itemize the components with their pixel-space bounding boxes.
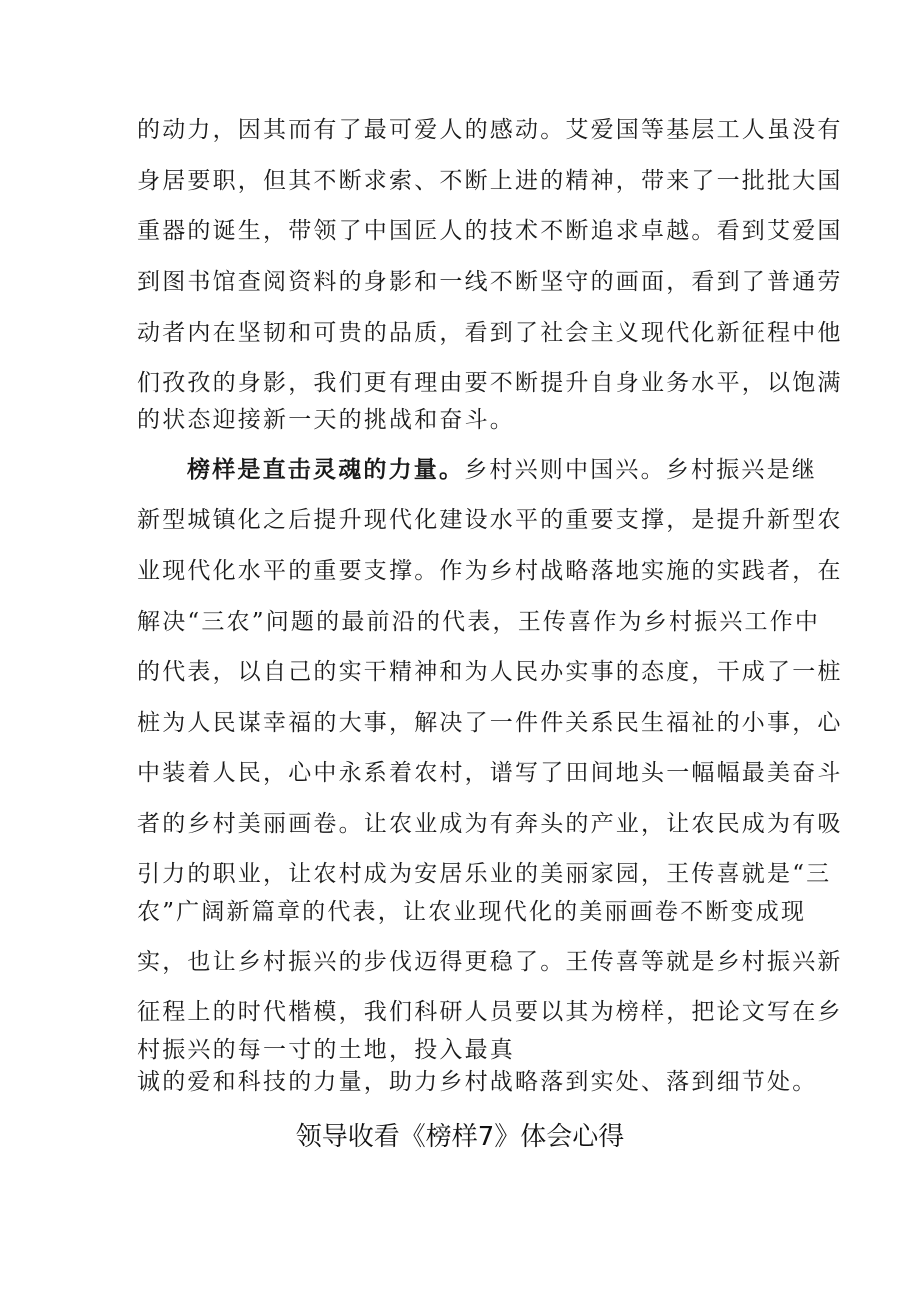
paragraph-line: 们孜孜的身影，我们更有理由要不断提升自身业务水平，以饱满 <box>137 370 843 396</box>
paragraph-line: 的状态迎接新一天的挑战和奋斗。 <box>137 407 515 433</box>
paragraph-line: 新型城镇化之后提升现代化建设水平的重要支撑，是提升新型农 <box>137 507 843 533</box>
paragraph-line: 村振兴的每一寸的土地，投入最真 <box>137 1037 515 1063</box>
paragraph-line: 诚的爱和科技的力量，助力乡村战略落到实处、落到细节处。 <box>137 1069 818 1095</box>
paragraph-heading: 榜样是直击灵魂的力量。 <box>187 457 465 483</box>
section-title: 领导收看《榜样7》体会心得 <box>295 1122 625 1152</box>
paragraph-line: 业现代化水平的重要支撑。作为乡村战略落地实施的实践者，在 <box>137 558 843 584</box>
paragraph-line: 引力的职业，让农村成为安居乐业的美丽家园，王传喜就是“三 <box>137 861 832 887</box>
paragraph-line: 的动力，因其而有了最可爱人的感动。艾爱国等基层工人虽没有 <box>137 117 843 143</box>
paragraph-line: 农”广阔新篇章的代表，让农业现代化的美丽画卷不断变成现 <box>137 899 807 925</box>
paragraph-line: 到图书馆查阅资料的身影和一线不断坚守的画面，看到了普通劳 <box>137 269 843 295</box>
paragraph-line: 实，也让乡村振兴的步伐迈得更稳了。王传喜等就是乡村振兴新 <box>137 949 843 975</box>
paragraph-line: 征程上的时代楷模，我们科研人员要以其为榜样，把论文写在乡 <box>137 999 843 1025</box>
paragraph-line: 者的乡村美丽画卷。让农业成为有奔头的产业，让农民成为有吸 <box>137 811 843 837</box>
paragraph-line: 身居要职，但其不断求索、不断上进的精神，带来了一批批大国 <box>137 168 843 194</box>
paragraph-line-rest: 乡村兴则中国兴。乡村振兴是继 <box>464 457 818 483</box>
paragraph-first-line <box>187 455 817 485</box>
paragraph-line: 桩为人民谋幸福的大事，解决了一件件关系民生福祉的小事，心 <box>137 710 843 736</box>
paragraph-line: 中装着人民，心中永系着农村，谱写了田间地头一幅幅最美奋斗 <box>137 760 843 786</box>
paragraph-line: 动者内在坚韧和可贵的品质，看到了社会主义现代化新征程中他 <box>137 320 843 346</box>
paragraph-line: 解决“三农”问题的最前沿的代表，王传喜作为乡村振兴工作中 <box>137 609 821 635</box>
paragraph-line: 的代表，以自己的实干精神和为人民办实事的态度，干成了一桩 <box>137 659 843 685</box>
paragraph-line: 重器的诞生，带领了中国匠人的技术不断追求卓越。看到艾爱国 <box>137 218 843 244</box>
